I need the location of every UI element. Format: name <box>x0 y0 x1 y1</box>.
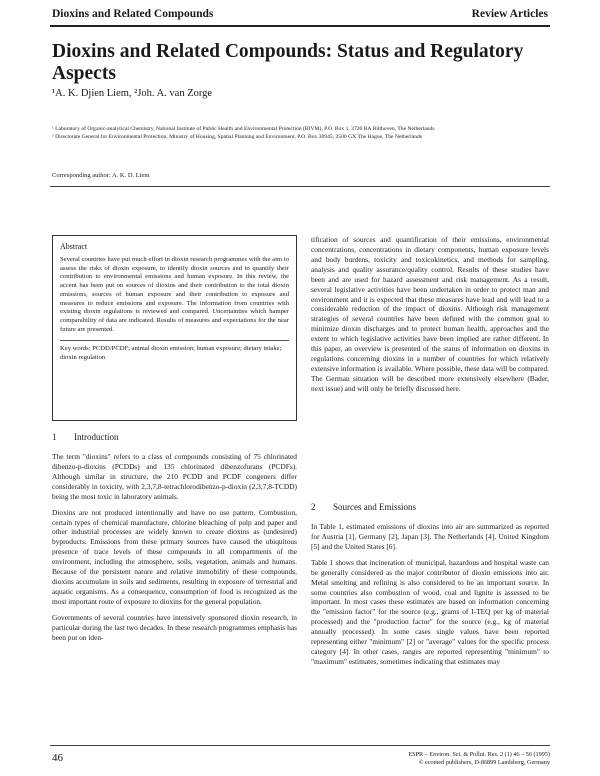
paragraph: Governments of several countries have intensively sponsored dioxin research, in particular during the last two decades. In these research programmes emphasis has been put on iden- <box>52 612 297 642</box>
abstract-heading: Abstract <box>60 242 88 251</box>
keywords: Key words: PCDD/PCDF; animal dioxin emission; human exposure; dietary intake; dioxin regulation <box>60 345 282 362</box>
keywords-rule <box>60 340 289 341</box>
section-number: 2 <box>311 502 316 512</box>
introduction-body <box>52 452 297 649</box>
authors: ¹A. K. Djien Liem, ²Joh. A. van Zorge <box>52 88 213 99</box>
paragraph: In Table 1, estimated emissions of dioxins into air are summarized as reported for Austria [1], Germany [2], Japan [3], The Netherlands [4], United Kingdom [5] and the United States [6]. <box>311 522 549 551</box>
section-title: Introduction <box>74 432 119 442</box>
corresponding-author: Corresponding author: A. K. D. Liem <box>52 172 150 179</box>
page-number: 46 <box>52 752 63 764</box>
front-matter-rule <box>50 186 550 187</box>
header-rule <box>50 25 550 27</box>
publisher-line: © ecomed publishers, D-86899 Landsberg, Germany <box>418 759 550 767</box>
footer-rule <box>50 745 550 746</box>
journal-line: ESPR – Environ. Sci. & Pollut. Res. 2 (1) 46 – 56 (1995) <box>408 751 550 758</box>
journal-citation <box>395 751 550 767</box>
affiliations <box>52 125 552 141</box>
paragraph: Table 1 shows that incineration of municipal, hazardous and hospital waste can be generally considered as the major contributor of dioxin emissions into air. Metal smelting and refining is also considered to be an important source. In some countries also combustion of wood, coal and lignite is assessed to be important. In most cases these estimates are based on information concerning the "emission factor" for the source (e.g., grams of I-TEQ per kg of material processed) and the "production factor" for the source (e.g., kg of material annually processed). In some cases single values have been reported representing either "minimum" [2] or "average" values for the specific process category [4]. In other cases, ranges are reported representing "minimum" to "maximum" estimates, sometimes indicating that estimates may <box>311 557 549 666</box>
section-heading-sources <box>311 502 416 512</box>
sources-body <box>311 522 549 673</box>
running-head-left: Dioxins and Related Compounds <box>52 8 214 20</box>
paragraph: Dioxins are not produced intentionally and have no use pattern. Combustion, certain types of chemical manufacture, chlorine bleaching of pulp and paper and other industrial processes are widely known to create dioxins as (undesired) byproducts. Emissions from these primary sources have caused the ubiquitous presence of trace levels of these compounds in all compartments of the environment, including the atmosphere, soils, vegetation, animals and humans. Because of the persistent nature and relative immobility of these compounds, dioxins accumulate in soils and sediments, resulting in exposure of terrestrial and aquatic organisms. As a consequence, consumption of food is recognized as the most important route of exposure to dioxins for the general population. <box>52 507 297 606</box>
affiliation-1: ¹ Laboratory of Organic-analytical Chemistry, National Institute of Public Health and Environmental Protection (RIVM), P.O. Box 1, 3720 BA Bilthoven, The Netherlands <box>52 126 435 132</box>
section-heading-introduction <box>52 432 119 442</box>
abstract-box <box>52 235 297 421</box>
affiliation-2: ² Directorate General for Environmental Protection, Ministry of Housing, Spatial Planning and Environment, P.O. Box 30945, 2500 GX The Hague, The Netherlands <box>52 134 422 141</box>
running-head-right: Review Articles <box>471 8 548 20</box>
paragraph: The term "dioxins" refers to a class of compounds consisting of 75 chlorinated dibenzo-p-dioxins (PCDDs) and 135 chlorinated dibenzofurans (PCDFs). Although similar in structure, the 210 PCDD and PCDF congeners differ considerably in toxicity, with 2,3,7,8-tetrachlorodibenzo-p-dioxin (2,3,7,8-TCDD) being the most toxic in laboratory animals. <box>52 452 297 501</box>
paper-title: Dioxins and Related Compounds: Status and Regulatory Aspects <box>52 41 524 85</box>
section-title: Sources and Emissions <box>333 502 416 512</box>
abstract-text: Several countries have put much effort in dioxin research programmes with the aim to assess the risks of dioxin exposure, to identify dioxin sources and to quantify their contribution to environmental emissions and human exposure. In this review, the accent has been put on sources of dioxins and their contribution to the total dioxin emissions, sources of human exposure and their contribution to exposure and measures to reduce emissions and exposure. The information from countries with existing dioxin regulations is reviewed and compared. Uncertainties which hamper comparability of data are indicated. Results of measures and expectations for the near future are presented. <box>60 256 289 333</box>
section-number: 1 <box>52 432 57 442</box>
paragraph: tification of sources and quantification of their emissions, environmental concentrations, concentrations in dietary components, human exposure levels and body burdens, toxicity and toxicokinetics, and methods for sampling, analysis and quality assurance/quality control. Results of these studies have been and are used for hazard assessment and risk management. As a result, several legislative activities have been undertaken in order to protect man and environment and it is expected that these measures have lead and will lead to a considerable reduction of the impact of dioxins. Although risk management strategies of several countries have been defined with the common goal to minimize dioxin discharges and to protect human health, approaches and the extent to which legislative activities have been implied are rather different. In this paper, an overview is presented of the status of information on dioxins in regulations concerning dioxins in a number of countries for which relatively extensive information is available. Where possible, these data will be compared. The German situation will be described more extensively elsewhere (Bader, next issue) and will only be briefly discussed here. <box>311 235 549 393</box>
right-column-body <box>311 235 549 400</box>
